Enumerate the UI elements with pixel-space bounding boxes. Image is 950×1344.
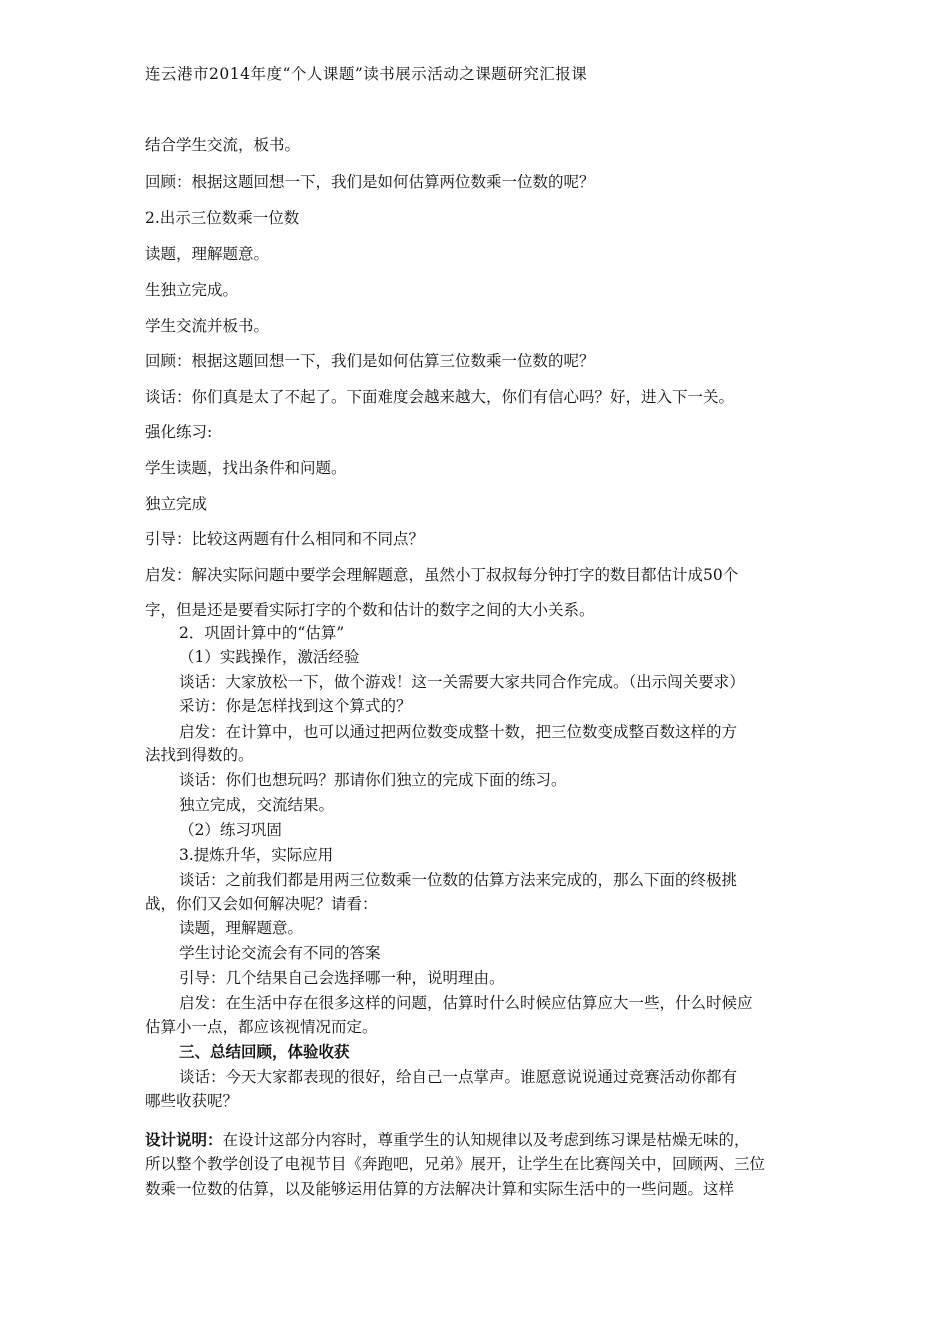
- paragraph: 法找到得数的。: [145, 746, 254, 764]
- paragraph: 启发：在生活中存在很多这样的问题，估算时什么时候应估算应大一些，什么时候应: [179, 994, 753, 1012]
- paragraph: 读题，理解题意。: [145, 245, 270, 263]
- paragraph: 独立完成: [145, 495, 208, 513]
- design-note-label: 设计说明：: [145, 1130, 223, 1149]
- paragraph: 谈话：今天大家都表现的很好，给自己一点掌声。谁愿意说说通过竞赛活动你都有: [179, 1068, 738, 1086]
- paragraph: 引导：比较这两题有什么相同和不同点？: [145, 530, 425, 548]
- paragraph: 引导：几个结果自己会选择哪一种，说明理由。: [179, 969, 505, 987]
- design-note-line-3: 数乘一位数的估算，以及能够运用估算的方法解决计算和实际生活中的一些问题。这样: [145, 1180, 735, 1198]
- paragraph: 谈话：大家放松一下，做个游戏！这一关需要大家共同合作完成。（出示闯关要求）: [179, 673, 745, 691]
- paragraph: 读题，理解题意。: [179, 919, 304, 937]
- section-3-title: 3.提炼升华，实际应用: [179, 846, 334, 864]
- design-note-line-2: 所以整个教学创设了电视节目《奔跑吧，兄弟》展开，让学生在比赛闯关中，回顾两、三位: [145, 1155, 766, 1173]
- paragraph: 启发：解决实际问题中要学会理解题意，虽然小丁叔叔每分钟打字的数目都估计成50个: [145, 566, 739, 584]
- paragraph: 学生读题，找出条件和问题。: [145, 459, 347, 477]
- paragraph: 独立完成，交流结果。: [179, 796, 335, 814]
- paragraph: 采访：你是怎样找到这个算式的？: [179, 697, 412, 715]
- paragraph: 估算小一点，都应该视情况而定。: [145, 1018, 378, 1036]
- design-note-line-1: [145, 1128, 805, 1152]
- paragraph: 2.出示三位数乘一位数: [145, 209, 300, 227]
- paragraph: 强化练习:: [145, 423, 213, 441]
- paragraph: 学生交流并板书。: [145, 317, 270, 335]
- paragraph: 学生讨论交流会有不同的答案: [179, 944, 381, 962]
- paragraph: 谈话：你们也想玩吗？那请你们独立的完成下面的练习。: [179, 771, 567, 789]
- paragraph: 战，你们又会如何解决呢？请看：: [145, 895, 378, 913]
- design-note-text: 在设计这部分内容时，尊重学生的认知规律以及考虑到练习课是枯燥无味的，: [222, 1131, 750, 1149]
- section-2-sub1: （1）实践操作，激活经验: [179, 648, 360, 666]
- paragraph: 结合学生交流，板书。: [145, 136, 301, 154]
- summary-title: 三、总结回顾，体验收获: [179, 1042, 350, 1061]
- page-header: 连云港市2014年度“个人课题”读书展示活动之课题研究汇报课: [145, 65, 588, 83]
- paragraph: 生独立完成。: [145, 281, 239, 299]
- paragraph: 回顾：根据这题回想一下，我们是如何估算三位数乘一位数的呢？: [145, 352, 595, 370]
- paragraph: 回顾：根据这题回想一下，我们是如何估算两位数乘一位数的呢？: [145, 173, 595, 191]
- paragraph: 谈话：你们真是太了不起了。下面难度会越来越大，你们有信心吗？好，进入下一关。: [145, 388, 735, 406]
- section-2-sub2: （2）练习巩固: [179, 821, 282, 839]
- section-2-title: 2．巩固计算中的“估算”: [179, 624, 345, 642]
- paragraph: 启发：在计算中，也可以通过把两位数变成整十数，把三位数变成整百数这样的方: [179, 723, 738, 741]
- paragraph: 字，但是还是要看实际打字的个数和估计的数字之间的大小关系。: [145, 601, 595, 619]
- paragraph: 谈话：之前我们都是用两三位数乘一位数的估算方法来完成的，那么下面的终极挑: [179, 871, 738, 889]
- paragraph: 哪些收获呢？: [145, 1092, 239, 1110]
